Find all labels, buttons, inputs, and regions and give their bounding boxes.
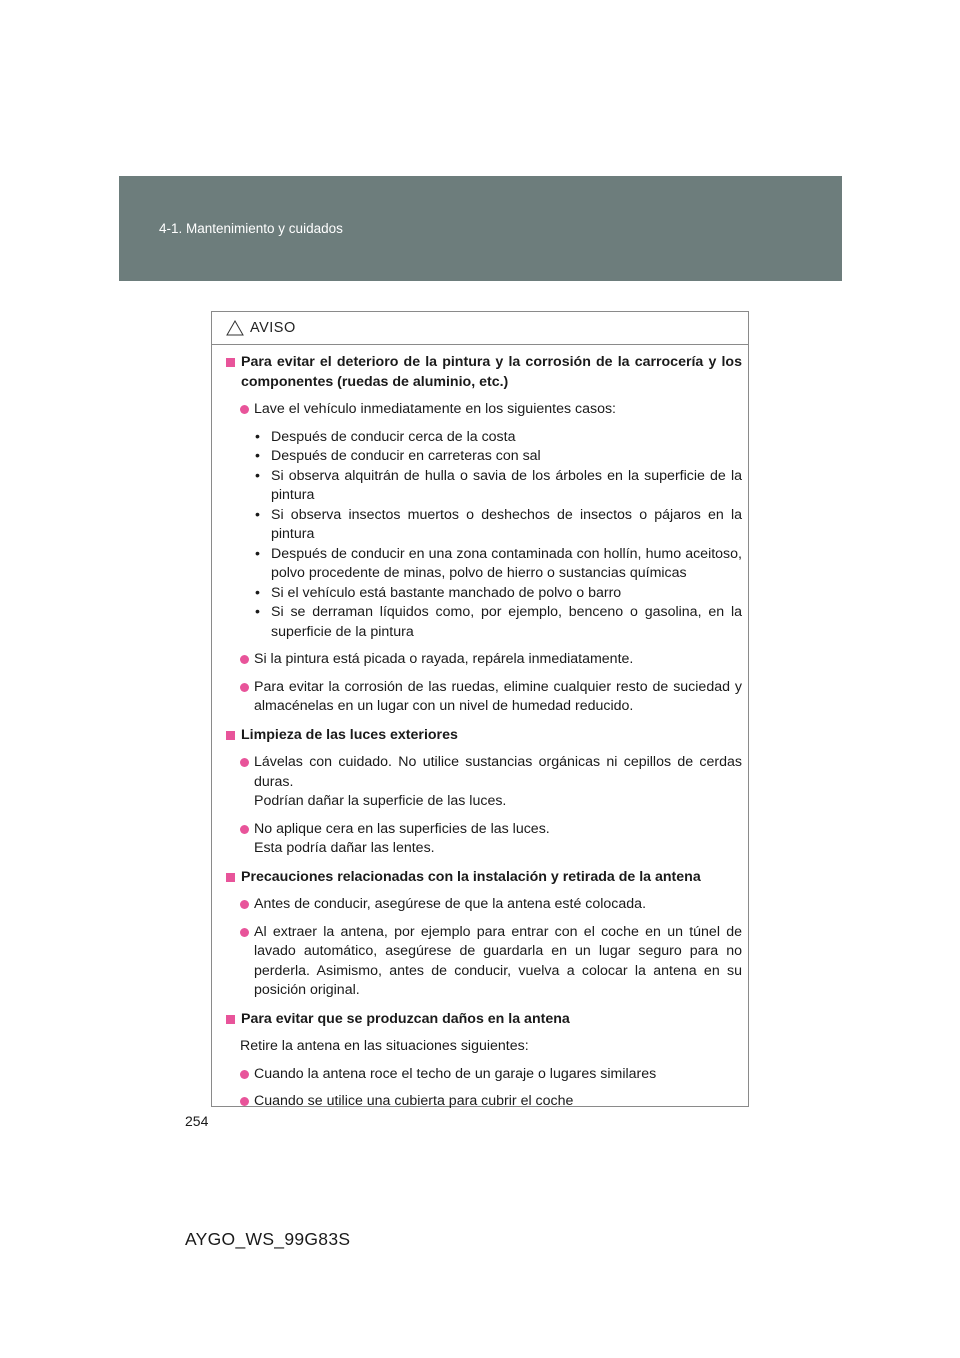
section-heading: Limpieza de las luces exteriores [226, 726, 742, 746]
circle-bullet-icon [240, 758, 249, 767]
header-band [119, 176, 842, 281]
square-bullet-icon [226, 1015, 235, 1024]
sub-list-item: • Si el vehículo está bastante manchado de polvo o barro [255, 584, 622, 601]
circle-bullet-icon [240, 655, 249, 664]
section-heading: Para evitar que se produzcan daños en la antena [226, 1010, 742, 1030]
list-item: Para evitar la corrosión de las ruedas, elimine cualquier resto de suciedad y almacénelas en un lugar con un nivel de humedad reducido. [240, 678, 742, 717]
square-bullet-icon [226, 731, 235, 740]
warning-title: AVISO [250, 320, 296, 336]
sub-list-item: • Si observa insectos muertos o deshechos de insectos o pájaros en la pintura [255, 506, 742, 542]
section-intro: Retire la antena en las situaciones siguientes: [240, 1038, 529, 1054]
circle-bullet-icon [240, 825, 249, 834]
sub-list-item: • Después de conducir en carreteras con sal [255, 448, 541, 464]
circle-bullet-icon [240, 405, 249, 414]
list-item: Antes de conducir, asegúrese de que la antena esté colocada. [240, 895, 742, 915]
sub-list-item: • Si observa alquitrán de hulla o savia de los árboles en la superficie de la pintura [255, 467, 742, 503]
square-bullet-icon [226, 873, 235, 882]
list-item: No aplique cera en las superficies de las luces. Esta podría dañar las lentes. [240, 820, 742, 859]
warning-triangle-icon [226, 320, 244, 336]
list-item: Lávelas con cuidado. No utilice sustancias orgánicas ni cepillos de cerdas duras. Podrían dañar la superficie de las luces. [240, 753, 742, 812]
list-item: Al extraer la antena, por ejemplo para entrar con el coche en un túnel de lavado automático, asegúrese de guardarla en un lugar seguro para no perderla. Asimismo, antes de conducir, vuelva a colocar la antena en su posición original. [240, 923, 742, 1001]
warning-box [211, 311, 749, 1107]
sub-list-item: • Si se derraman líquidos como, por ejemplo, benceno o gasolina, en la superficie de la pintura [255, 604, 742, 640]
sub-list-item: • Después de conducir en una zona contaminada con hollín, humo aceitoso, polvo procedente de minas, polvo de hierro o sustancias químicas [255, 545, 742, 581]
circle-bullet-icon [240, 928, 249, 937]
circle-bullet-icon [240, 900, 249, 909]
list-item: Si la pintura está picada o rayada, repárela inmediatamente. [240, 650, 742, 670]
circle-bullet-icon [240, 1070, 249, 1079]
square-bullet-icon [226, 358, 235, 367]
sub-list-item: • Después de conducir cerca de la costa [255, 428, 516, 445]
list-item: Cuando se utilice una cubierta para cubrir el coche [240, 1092, 742, 1112]
document-code: AYGO_WS_99G83S [185, 1229, 351, 1249]
section-heading: Precauciones relacionadas con la instalación y retirada de la antena [226, 868, 742, 888]
circle-bullet-icon [240, 1097, 249, 1106]
circle-bullet-icon [240, 683, 249, 692]
sub-list [254, 428, 742, 643]
section-heading: Para evitar el deterioro de la pintura y la corrosión de la carrocería y los componentes (ruedas de aluminio, etc.) [226, 353, 742, 392]
warning-content [212, 345, 748, 1112]
warning-title-bar [212, 312, 748, 345]
list-item: Cuando la antena roce el techo de un garaje o lugares similares [240, 1065, 742, 1085]
list-item: Lave el vehículo inmediatamente en los siguientes casos: [240, 400, 742, 420]
page-number: 254 [185, 1113, 209, 1129]
section-title: 4-1. Mantenimiento y cuidados [159, 221, 343, 236]
